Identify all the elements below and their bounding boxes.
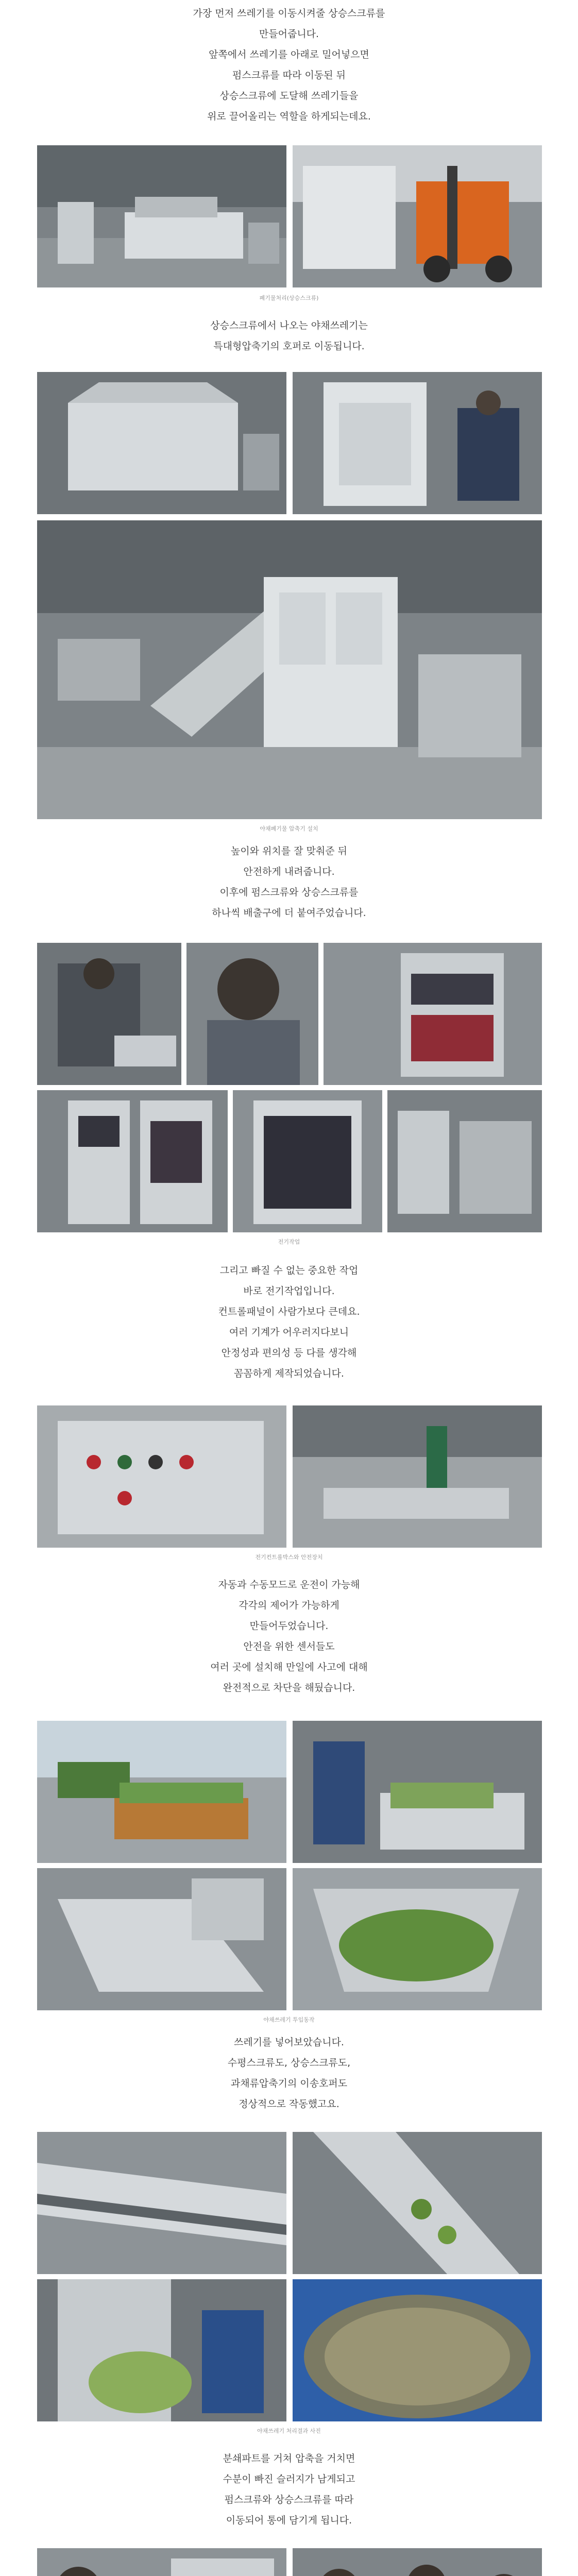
text-line: 여러 곳에 설치해 만일에 사고에 대해 — [210, 1662, 368, 1673]
text-line: 수분이 빠진 슬러지가 남게되고 — [223, 2473, 355, 2485]
photo-screw-trough — [37, 2132, 286, 2274]
paragraph-1 — [0, 3, 578, 127]
text-line: 앞쪽에서 쓰레기를 아래로 밀어넣으면 — [209, 49, 369, 60]
photo-hopper-top-view — [37, 1868, 286, 2010]
paragraph-4 — [0, 1260, 578, 1384]
photo-caption: 전기컨트롤박스와 안전장치 — [255, 1554, 323, 1561]
photo-worker-welding — [37, 943, 181, 1085]
text-line: 상승스크류에서 나오는 야채쓰레기는 — [210, 320, 368, 331]
paragraph-7 — [0, 2448, 578, 2531]
photo-screw-greens — [293, 2132, 542, 2274]
text-line: 정상적으로 작동했고요. — [239, 2098, 339, 2110]
text-line: 완전적으로 차단을 해뒀습니다. — [223, 1682, 355, 1693]
text-line: 여러 기계가 어우러지다보니 — [229, 1327, 349, 1338]
photo-screw-conveyor-floor — [37, 145, 286, 287]
paragraph-2 — [0, 315, 578, 357]
photo-caption: 야채쓰레기 처리결과 사진 — [257, 2428, 321, 2434]
text-line: 안정성과 편의성 등 다를 생각해 — [221, 1347, 357, 1359]
text-line: 상승스크류에 도달해 쓰레기들을 — [219, 90, 359, 101]
text-line: 이동되어 통에 담기게 됩니다. — [226, 2515, 352, 2526]
text-line: 그리고 빠질 수 없는 중요한 작업 — [219, 1265, 359, 1276]
photo-panel-buttons — [37, 1405, 286, 1548]
paragraph-3 — [0, 841, 578, 923]
photo-greens-in-hopper — [293, 1868, 542, 2010]
text-line: 특대형압축기의 호퍼로 이동됩니다. — [213, 341, 365, 352]
photo-sludge-bin — [293, 2279, 542, 2421]
text-line: 쓰레기를 넣어보았습니다. — [234, 2037, 344, 2048]
text-line: 이후에 펌스크류와 상승스크류를 — [219, 887, 359, 898]
text-line: 분쇄파트를 거쳐 압축을 거치면 — [223, 2453, 355, 2464]
photo-control-panel-b — [37, 1090, 228, 1232]
text-line: 가장 먼저 쓰레기를 이동시켜줄 상승스크류를 — [193, 8, 385, 19]
text-line: 위로 끌어올리는 역할을 하게되는데요. — [207, 111, 371, 122]
text-line: 과채류압축기의 이송호퍼도 — [230, 2078, 348, 2089]
photo-hopper-left — [37, 372, 286, 514]
photo-worker-closeup — [186, 943, 318, 1085]
photo-control-panel-d — [387, 1090, 542, 1232]
text-line: 컨트롤패널이 사람가보다 큰데요. — [218, 1306, 360, 1317]
photo-compactor-output — [37, 2279, 286, 2421]
photo-control-panel-c — [233, 1090, 382, 1232]
photo-hopper-right — [293, 372, 542, 514]
photo-vegetable-input — [293, 1721, 542, 1863]
text-line: 안전을 위한 센서들도 — [243, 1641, 335, 1652]
photo-team-discussion — [293, 2548, 542, 2576]
paragraph-6 — [0, 2032, 578, 2114]
photo-forklift-loading — [293, 145, 542, 287]
photo-caption: 야채폐기물 압축기 설치 — [260, 825, 318, 832]
text-line: 하나씩 배출구에 더 붙여주었습니다. — [212, 907, 366, 919]
text-line: 꼼꼼하게 제작되었습니다. — [234, 1368, 344, 1379]
text-line: 자동과 수동모드로 운전이 가능해 — [218, 1579, 360, 1590]
photo-caption: 전기작업 — [278, 1239, 300, 1245]
paragraph-5 — [0, 1574, 578, 1698]
photo-compactor-install — [37, 520, 542, 819]
text-line: 수평스크류도, 상승스크류도, — [227, 2057, 351, 2069]
text-line: 만들어줍니다. — [259, 28, 319, 40]
photo-safety-sensor — [293, 1405, 542, 1548]
text-line: 안전하게 내려줍니다. — [243, 866, 335, 877]
photo-explanation-panel — [37, 2548, 286, 2576]
text-line: 만들어두었습니다. — [249, 1620, 329, 1632]
photo-vegetable-crates — [37, 1721, 286, 1863]
text-line: 바로 전기작업입니다. — [243, 1285, 335, 1297]
photo-control-panel-a — [324, 943, 542, 1085]
text-line: 높이와 위치를 잘 맞춰준 뒤 — [230, 845, 348, 857]
text-line: 펌스크류와 상승스크류를 따라 — [224, 2494, 354, 2505]
text-line: 각각의 제어가 가능하게 — [239, 1600, 339, 1611]
photo-caption: 야채쓰레기 투입동작 — [263, 2016, 315, 2023]
photo-caption: 폐기물처리(상승스크류) — [259, 295, 319, 301]
text-line: 펌스크류를 따라 이동된 뒤 — [232, 70, 346, 81]
